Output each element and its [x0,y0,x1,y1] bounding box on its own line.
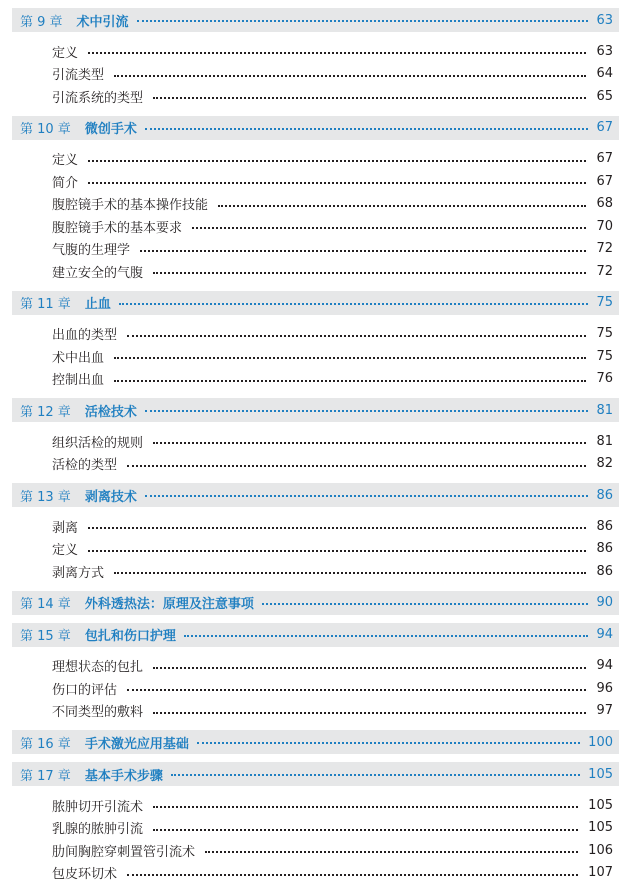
entry-title: 定义 [52,543,79,559]
entry-title: 气腹的生理学 [52,243,131,259]
entry-title: 剥离 [52,520,79,536]
entry-page-number: 97 [596,703,613,719]
entry-title: 定义 [52,153,79,169]
entry-page-number: 86 [596,563,613,579]
entry-title: 引流类型 [52,68,105,84]
toc-entry[interactable] [12,238,619,261]
dot-leader [88,182,586,184]
dot-leader [153,829,578,831]
toc-entry[interactable] [12,323,619,346]
toc-entry[interactable] [12,677,619,700]
chapter-title: 微创手术 [84,122,137,137]
dot-leader [145,410,589,412]
dot-leader [145,128,589,130]
entry-page-number: 65 [596,88,613,104]
entry-page-number: 86 [596,518,613,534]
toc-entry[interactable] [12,515,619,538]
section-list [12,515,619,583]
dot-leader [145,495,589,497]
toc-entry[interactable] [12,700,619,723]
chapter-page-number: 90 [596,595,613,610]
chapter-heading[interactable] [12,591,619,615]
dot-leader [140,250,586,252]
entry-title: 定义 [52,45,79,61]
chapter-number: 第 13 章 [20,489,71,505]
dot-leader [88,160,586,162]
toc-entry[interactable] [12,260,619,283]
chapter-number: 第 10 章 [20,122,71,137]
dot-leader [262,603,589,605]
chapter-title: 外科透热法：原理及注意事项 [84,597,254,612]
entry-title: 术中出血 [52,350,105,366]
entry-page-number: 94 [596,658,613,674]
entry-title: 包皮环切术 [52,867,118,883]
entry-title: 肋间胸腔穿刺置管引流术 [52,844,196,860]
table-of-contents [12,8,619,892]
chapter-number: 第 9 章 [20,14,63,30]
chapter-number: 第 17 章 [20,768,71,784]
dot-leader [114,572,586,574]
toc-entry[interactable] [12,817,619,840]
section-list [12,655,619,723]
entry-page-number: 68 [596,196,613,212]
dot-leader [119,303,589,305]
dot-leader [127,874,578,876]
chapter-number: 第 15 章 [20,629,71,644]
section-list [12,430,619,475]
chapter-page-number: 94 [596,627,613,642]
chapter-number: 第 11 章 [20,297,71,312]
dot-leader [153,712,586,714]
chapter-title: 包扎和伤口护理 [84,629,176,644]
entry-page-number: 96 [596,680,613,696]
entry-title: 不同类型的敷料 [52,705,144,721]
chapter-heading[interactable] [12,116,619,140]
toc-entry[interactable] [12,430,619,453]
toc-entry[interactable] [12,85,619,108]
toc-entry[interactable] [12,215,619,238]
chapter-page-number: 86 [596,487,613,503]
toc-entry[interactable] [12,368,619,391]
dot-leader [197,742,580,744]
chapter-title: 活检技术 [84,404,137,420]
entry-title: 伤口的评估 [52,682,118,698]
chapter-page-number: 100 [588,734,613,750]
entry-title: 活检的类型 [52,458,118,474]
chapter-title: 术中引流 [76,14,129,30]
entry-page-number: 67 [596,151,613,167]
toc-entry[interactable] [12,193,619,216]
chapter-page-number: 105 [588,766,613,782]
dot-leader [88,527,586,529]
dot-leader [171,774,580,776]
entry-page-number: 107 [588,865,613,881]
entry-title: 腹腔镜手术的基本要求 [52,220,183,236]
chapter-title: 剥离技术 [84,489,137,505]
dot-leader [153,272,586,274]
dot-leader [88,52,586,54]
toc-entry[interactable] [12,63,619,86]
entry-title: 脓肿切开引流术 [52,799,144,815]
chapter-page-number: 63 [596,12,613,28]
chapter-title: 止血 [84,297,111,312]
entry-title: 乳腺的脓肿引流 [52,822,144,838]
entry-title: 腹腔镜手术的基本操作技能 [52,198,209,214]
dot-leader [127,689,586,691]
chapter-heading[interactable] [12,762,619,786]
section-list [12,794,619,884]
chapter-title: 基本手术步骤 [84,768,163,784]
dot-leader [153,97,586,99]
toc-entry[interactable] [12,839,619,862]
chapter-number: 第 14 章 [20,597,71,612]
entry-title: 控制出血 [52,373,105,389]
toc-entry[interactable] [12,862,619,885]
entry-page-number: 106 [588,842,613,858]
section-list [12,323,619,391]
dot-leader [184,635,589,637]
entry-title: 引流系统的类型 [52,90,144,106]
dot-leader [205,851,578,853]
entry-page-number: 82 [596,456,613,472]
entry-title: 理想状态的包扎 [52,660,144,676]
dot-leader [137,20,589,22]
dot-leader [114,357,586,359]
entry-title: 剥离方式 [52,565,105,581]
dot-leader [153,442,586,444]
chapter-heading[interactable] [12,623,619,647]
chapter-heading[interactable] [12,483,619,507]
entry-title: 简介 [52,175,79,191]
dot-leader [114,75,586,77]
toc-entry[interactable] [12,655,619,678]
chapter-heading[interactable] [12,398,619,422]
entry-title: 建立安全的气腹 [52,265,144,281]
chapter-page-number: 67 [596,120,613,135]
chapter-heading[interactable] [12,730,619,754]
entry-title: 组织活检的规则 [52,435,144,451]
chapter-heading[interactable] [12,291,619,315]
entry-page-number: 81 [596,433,613,449]
section-list [12,148,619,283]
entry-page-number: 105 [588,797,613,813]
chapter-page-number: 75 [596,295,613,310]
toc-entry[interactable] [12,453,619,476]
entry-page-number: 72 [596,263,613,279]
dot-leader [218,205,586,207]
toc-entry[interactable] [12,560,619,583]
dot-leader [88,550,586,552]
section-list [12,40,619,108]
dot-leader [153,667,586,669]
dot-leader [127,465,586,467]
chapter-heading[interactable] [12,8,619,32]
entry-page-number: 72 [596,241,613,257]
entry-page-number: 67 [596,173,613,189]
entry-page-number: 75 [596,326,613,342]
toc-entry[interactable] [12,170,619,193]
chapter-page-number: 81 [596,402,613,418]
entry-page-number: 105 [588,820,613,836]
dot-leader [153,806,578,808]
entry-page-number: 75 [596,348,613,364]
chapter-number: 第 12 章 [20,404,71,420]
dot-leader [127,335,586,337]
chapter-number: 第 16 章 [20,736,71,752]
entry-page-number: 63 [596,43,613,59]
toc-entry[interactable] [12,538,619,561]
toc-entry[interactable] [12,345,619,368]
entry-page-number: 76 [596,371,613,387]
dot-leader [114,380,586,382]
entry-page-number: 70 [596,218,613,234]
entry-page-number: 64 [596,66,613,82]
dot-leader [192,227,586,229]
toc-entry[interactable] [12,794,619,817]
toc-entry[interactable] [12,148,619,171]
chapter-title: 手术激光应用基础 [84,736,189,752]
entry-title: 出血的类型 [52,328,118,344]
toc-entry[interactable] [12,40,619,63]
entry-page-number: 86 [596,541,613,557]
